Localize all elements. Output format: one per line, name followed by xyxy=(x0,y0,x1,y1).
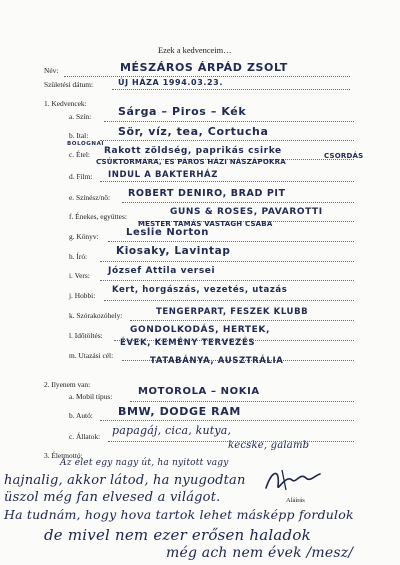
row-label-color: a. Szín: xyxy=(69,112,92,121)
row-label-actor: e. Színész/nő: xyxy=(69,193,111,202)
animals-continuation: kecske, galamb xyxy=(228,440,310,451)
motto-line-2: hajnalig, akkor látod, ha nyugodtan xyxy=(4,473,246,488)
row-label-film: d. Film: xyxy=(69,172,93,181)
row-line xyxy=(108,241,354,242)
row-label-food: c. Étel: xyxy=(69,150,90,159)
singer-note: MESTER TAMÁS VASTAGH CSABA xyxy=(138,220,273,228)
row-label-phone: a. Mobil típus: xyxy=(69,392,113,401)
row-line xyxy=(130,401,354,402)
row-label-pastime: l. Időtöltés: xyxy=(69,331,103,340)
row-line xyxy=(130,320,354,321)
row-value-venue: TENGERPART, FESZEK KLUBB xyxy=(156,307,309,317)
row-value-actor: ROBERT DENIRO, BRAD PIT xyxy=(128,188,286,199)
form-title: Ezek a kedvenceim… xyxy=(158,46,232,55)
row-value-author: Kiosaky, Lavintap xyxy=(116,245,231,257)
row-value-book: Leslie Norton xyxy=(126,227,209,238)
row-value-pastime: GONDOLKODÁS, HERTEK, xyxy=(130,325,271,335)
row-value-travel: TATABÁNYA, AUSZTRÁLIA xyxy=(150,356,284,366)
row-label-singer: f. Énekes, együttes: xyxy=(69,212,127,221)
row-value-animals: papagáj, cica, kutya, xyxy=(112,424,232,437)
birth-value: ÚJ HÁZA 1994.03.23. xyxy=(118,78,223,87)
section3-heading: 3. Életmottó: xyxy=(44,451,83,460)
signature-mark xyxy=(262,466,324,496)
row-label-hobby: j. Hobbi: xyxy=(69,291,96,300)
birth-label: Születési dátum: xyxy=(44,80,94,89)
row-line xyxy=(100,280,354,281)
row-line xyxy=(100,140,354,141)
row-value-film: INDUL A BAKTERHÁZ xyxy=(108,170,218,180)
row-label-car: b. Autó: xyxy=(69,411,93,420)
row-line xyxy=(100,181,354,182)
row-value-car: BMW, DODGE RAM xyxy=(118,405,241,418)
row-label-travel: m. Utazási cél: xyxy=(69,351,114,360)
row-label-author: h. Író: xyxy=(69,252,88,261)
row-line xyxy=(122,202,354,203)
pastime-continuation: ÉVEK, KEMÉNY TERVEZÉS xyxy=(120,338,256,348)
row-label-book: g. Könyv: xyxy=(69,232,99,241)
row-label-animals: c. Állatok: xyxy=(69,432,101,441)
motto-line-4: Ha tudnám, hogy hova tartok lehet másképp fordulok xyxy=(4,507,354,522)
motto-line-3: üszol még fan elvesed a világot. xyxy=(4,490,221,505)
section2-heading: 2. Ilyenem van: xyxy=(44,380,91,389)
name-value: MÉSZÁROS ÁRPÁD ZSOLT xyxy=(120,61,288,74)
row-value-color: Sárga – Piros – Kék xyxy=(118,105,247,118)
food-continuation: CSÚKTORMÁRA, ES PÁROS HÁZI NÁSZÁPOKRA xyxy=(96,158,286,166)
row-value-drink: Sör, víz, tea, Cortucha xyxy=(118,125,269,138)
row-value-poem: József Attila versei xyxy=(108,266,216,276)
motto-line-5: de mivel nem ezer erősen haladok xyxy=(44,526,311,544)
row-line xyxy=(100,261,354,262)
name-line xyxy=(64,76,350,77)
motto-line-6: még ach nem évek /mesz/ xyxy=(166,545,354,561)
row-line xyxy=(104,121,354,122)
signature-label: Aláírás xyxy=(286,497,305,504)
motto-line-1: Az élet egy nagy út, ha nyitott vagy xyxy=(60,458,229,468)
row-value-hobby: Kert, horgászás, vezetés, utazás xyxy=(112,285,288,295)
row-value-food: Rakott zöldség, paprikás csirke xyxy=(104,146,282,156)
row-value-singer: GUNS & ROSES, PAVAROTTI xyxy=(170,207,323,217)
section1-heading: 1. Kedvencek: xyxy=(44,99,87,108)
food-continuation-2: CSORDÁS xyxy=(324,152,364,160)
row-value-phone: MOTOROLA – NOKIA xyxy=(138,386,260,397)
row-label-poem: i. Vers: xyxy=(69,271,90,280)
birth-line xyxy=(112,89,350,90)
name-label: Név: xyxy=(44,66,59,75)
row-label-drink: b. Ital: xyxy=(69,131,89,140)
row-label-venue: k. Szórakozóhely: xyxy=(69,311,123,320)
row-line xyxy=(100,420,354,421)
note-food: BOLOGNAI xyxy=(67,141,105,147)
row-line xyxy=(104,300,354,301)
